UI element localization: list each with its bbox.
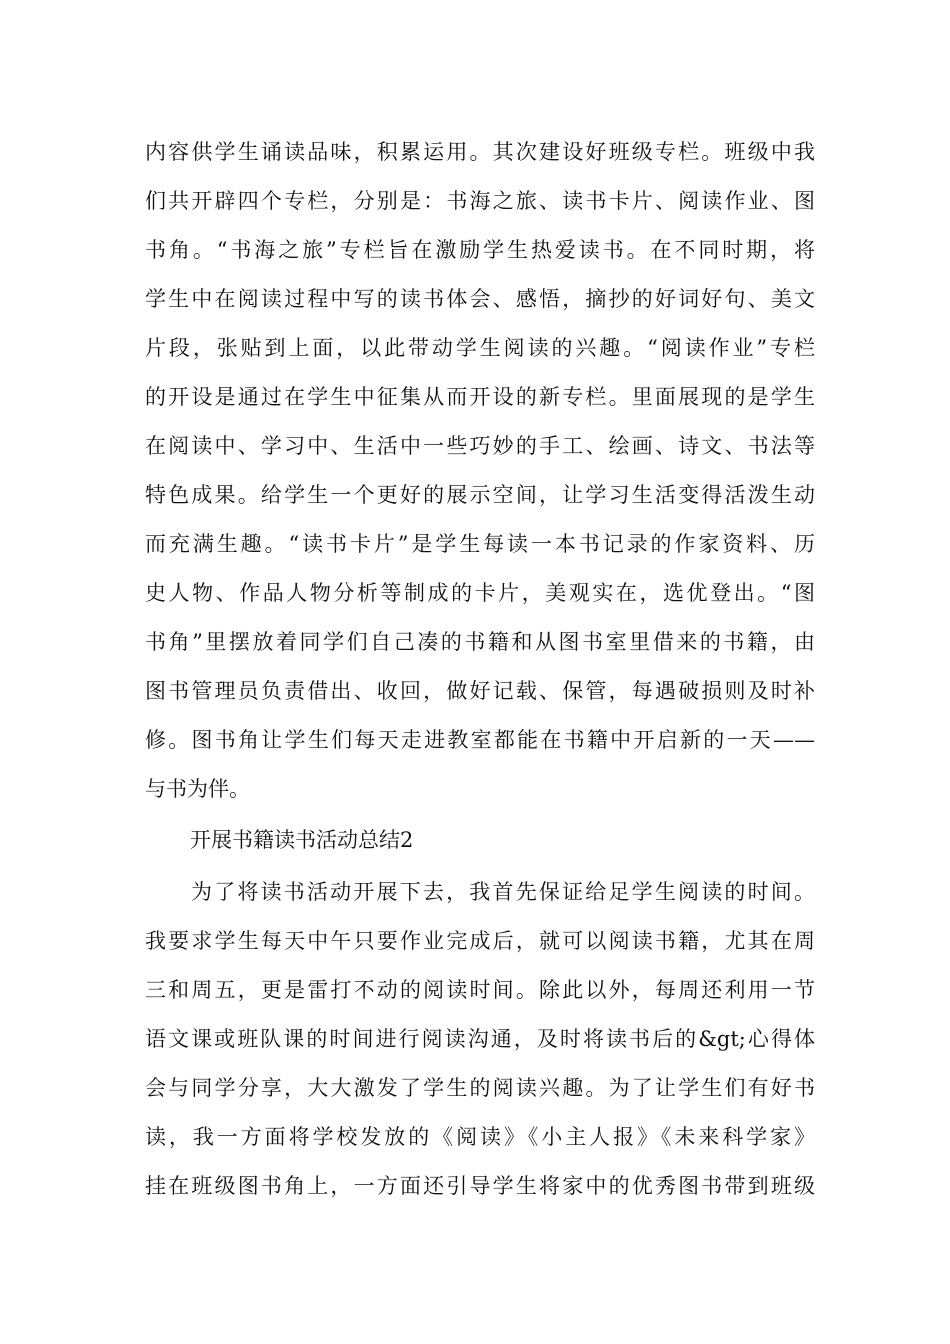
paragraph-line: 为了将读书活动开展下去，我首先保证给足学生阅读的时间。 <box>191 880 815 904</box>
paragraph-line: 三和周五，更是雷打不动的阅读时间。除此以外，每周还利用一节 <box>145 978 815 1002</box>
paragraph-line: 们共开辟四个专栏，分别是：书海之旅、读书卡片、阅读作业、图 <box>145 189 815 213</box>
paragraph-2 <box>145 868 815 1211</box>
paragraph-line: 片段，张贴到上面，以此带动学生阅读的兴趣。“阅读作业”专栏 <box>145 336 815 360</box>
paragraph-line: 书角”里摆放着同学们自己凑的书籍和从图书室里借来的书籍，由 <box>145 630 815 654</box>
paragraph-line: 而充满生趣。“读书卡片”是学生每读一本书记录的作家资料、历 <box>145 532 815 556</box>
paragraph-line: 书角。“书海之旅”专栏旨在激励学生热爱读书。在不同时期，将 <box>145 238 815 262</box>
paragraph-line: 与书为伴。 <box>145 777 250 801</box>
section-heading: 开展书籍读书活动总结2 <box>190 828 414 852</box>
paragraph-line: 语文课或班队课的时间进行阅读沟通，及时将读书后的&gt;心得体 <box>145 1027 815 1051</box>
paragraph-line: 修。图书角让学生们每天走进教室都能在书籍中开启新的一天—— <box>145 728 815 752</box>
paragraph-line: 的开设是通过在学生中征集从而开设的新专栏。里面展现的是学生 <box>145 385 815 409</box>
paragraph-line: 内容供学生诵读品味，积累运用。其次建设好班级专栏。班级中我 <box>145 140 815 164</box>
paragraph-line: 学生中在阅读过程中写的读书体会、感悟，摘抄的好词好句、美文 <box>145 287 815 311</box>
paragraph-line: 挂在班级图书角上，一方面还引导学生将家中的优秀图书带到班级 <box>145 1174 815 1198</box>
paragraph-line: 史人物、作品人物分析等制成的卡片，美观实在，选优登出。“图 <box>145 581 815 605</box>
paragraph-line: 我要求学生每天中午只要作业完成后，就可以阅读书籍，尤其在周 <box>145 929 815 953</box>
paragraph-line: 图书管理员负责借出、收回，做好记载、保管，每遇破损则及时补 <box>145 679 815 703</box>
paragraph-1 <box>145 128 815 814</box>
paragraph-line: 会与同学分享，大大激发了学生的阅读兴趣。为了让学生们有好书 <box>145 1076 815 1100</box>
paragraph-line: 读，我一方面将学校发放的《阅读》《小主人报》《未来科学家》 <box>145 1125 815 1149</box>
paragraph-line: 特色成果。给学生一个更好的展示空间，让学习生活变得活泼生动 <box>145 483 815 507</box>
paragraph-line: 在阅读中、学习中、生活中一些巧妙的手工、绘画、诗文、书法等 <box>145 434 815 458</box>
